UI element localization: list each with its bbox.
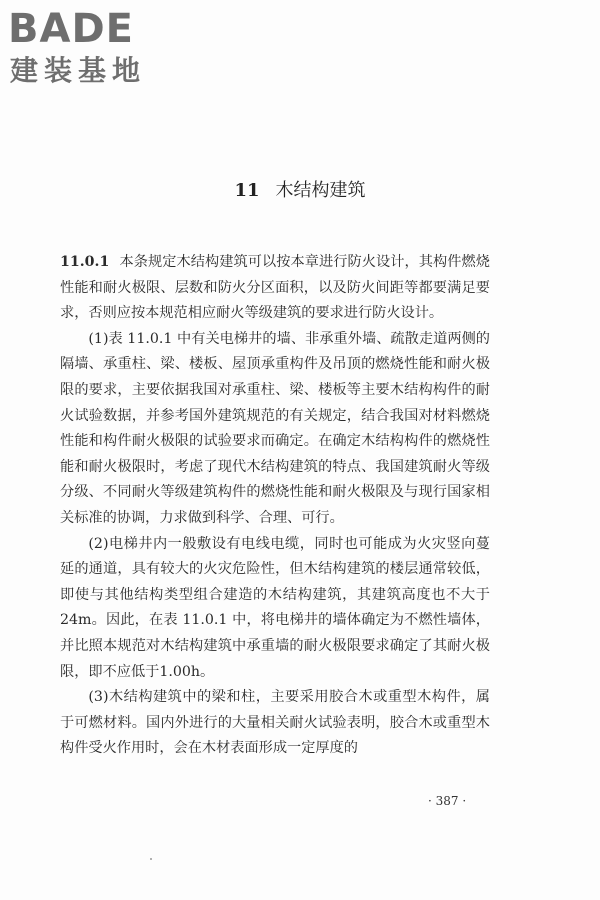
- paragraph-3: (3)木结构建筑中的梁和柱，主要采用胶合木或重型木构件，属于可燃材料。国内外进行的大量相关耐火试验表明，胶合木或重型木构件受火作用时，会在木材表面形成一定厚度的: [60, 689, 490, 757]
- body-text: [60, 250, 490, 762]
- chapter-heading: [0, 178, 600, 204]
- logo: [8, 6, 178, 90]
- clause-paragraph: [60, 250, 490, 327]
- clause-number: 11.0.1: [60, 254, 110, 270]
- chapter-title: 木结构建筑: [275, 180, 366, 201]
- paragraph-1: (1)表 11.0.1 中有关电梯井的墙、非承重外墙、疏散走道两侧的隔墙、承重柱、梁、楼板、屋顶承重构件及吊顶的燃烧性能和耐火极限的要求，主要依据我国对承重柱、梁、楼板等主要木结构构件的耐火试验数据，并参考国外建筑规范的有关规定，结合我国对材料燃烧性能和构件耐火极限的试验要求而确定。在确定木结构构件的燃烧性能和耐火极限时，考虑了现代木结构建筑的特点、我国建筑耐火等级分级、不同耐火等级建筑构件的燃烧性能和耐火极限及与现行国家相关标准的协调，力求做到科学、合理、可行。: [60, 330, 490, 526]
- logo-wordmark: BADE: [8, 6, 134, 52]
- chapter-number: 11: [234, 180, 260, 201]
- page-number: · 387 ·: [428, 794, 467, 808]
- clause-text: 本条规定木结构建筑可以按本章进行防火设计，其构件燃烧性能和耐火极限、层数和防火分区面积，以及防火间距等都要满足要求，否则应按本规范相应耐火等级建筑的要求进行防火设计。: [60, 254, 490, 322]
- logo-subtitle: 建装基地: [10, 54, 147, 87]
- scan-speck: [150, 858, 152, 860]
- paragraph-2: (2)电梯井内一般敷设有电线电缆，同时也可能成为火灾竖向蔓延的通道，具有较大的火灾危险性，但木结构建筑的楼层通常较低，即使与其他结构类型组合建造的木结构建筑，其建筑高度也不大于 24m。因此，在表 11.0.1 中，将电梯井的墙体确定为不燃性墙体，并比照本规范对木结构建筑中承重墙的耐火极限要求确定了其耐火极限，即不应低于1.00h。: [60, 535, 490, 680]
